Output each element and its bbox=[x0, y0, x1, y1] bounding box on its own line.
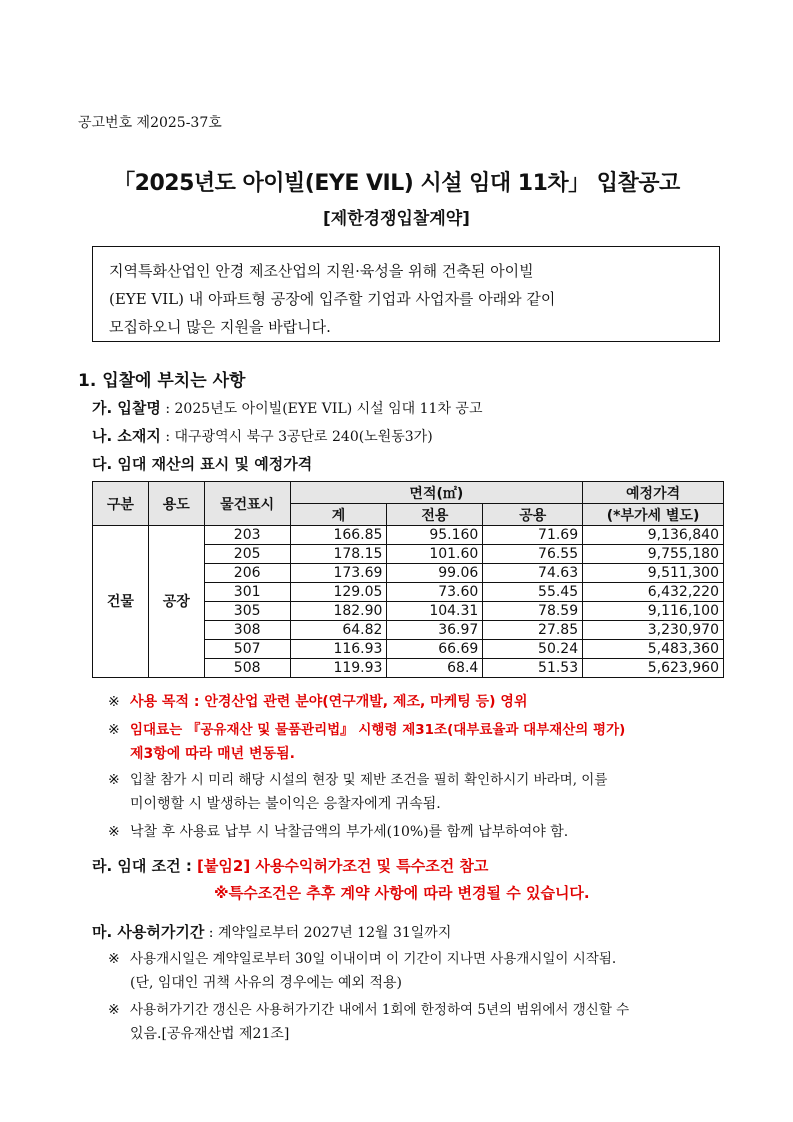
note-text: 있음.[공유재산법 제21조] bbox=[130, 1026, 290, 1042]
item-value: : 대구광역시 북구 3공단로 240(노원동3가) bbox=[160, 429, 433, 445]
item-label: 다. 임대 재산의 표시 및 예정가격 bbox=[92, 455, 313, 473]
item-property bbox=[92, 453, 312, 474]
cell-common: 50.24 bbox=[483, 640, 583, 659]
page-title: 「2025년도 아이빌(EYE VIL) 시설 임대 11차」 입찰공고 bbox=[113, 171, 680, 196]
cell-common: 51.53 bbox=[483, 659, 583, 678]
cell-no: 308 bbox=[204, 621, 290, 640]
item-location bbox=[92, 425, 433, 446]
item-value: [붙임2] 사용수익허가조건 및 특수조건 참고 bbox=[197, 857, 489, 875]
special-conditions-note: ※특수조건은 추후 계약 사항에 따라 변경될 수 있습니다. bbox=[214, 884, 590, 902]
note-start-date bbox=[108, 947, 748, 995]
cell-no: 507 bbox=[204, 640, 290, 659]
cell-common: 55.45 bbox=[483, 583, 583, 602]
cell-exclusive: 101.60 bbox=[387, 545, 483, 564]
cell-price: 9,116,100 bbox=[583, 602, 724, 621]
cell-common: 27.85 bbox=[483, 621, 583, 640]
intro-line: 모집하오니 많은 지원을 바랍니다. bbox=[109, 318, 331, 336]
note-text: 사용개시일은 계약일로부터 30일 이내이며 이 기간이 지나면 사용개시일이 시작됨. bbox=[130, 951, 617, 967]
cell-exclusive: 66.69 bbox=[387, 640, 483, 659]
item-label: 가. 입찰명 bbox=[92, 399, 161, 417]
cell-no: 508 bbox=[204, 659, 290, 678]
cell-total: 116.93 bbox=[290, 640, 387, 659]
note-text: 낙찰 후 사용료 납부 시 낙찰금액의 부가세(10%)를 함께 납부하여야 함. bbox=[130, 824, 569, 840]
note-mark: ※ bbox=[108, 722, 120, 738]
item-label: 나. 소재지 bbox=[92, 427, 161, 445]
note-mark: ※ bbox=[108, 951, 120, 967]
note-mark: ※ bbox=[108, 824, 120, 840]
cell-price: 9,511,300 bbox=[583, 564, 724, 583]
note-text: 입찰 참가 시 미리 해당 시설의 현장 및 제반 조건을 필히 확인하시기 바라며, 이를 bbox=[130, 772, 608, 788]
item-value: : 2025년도 아이빌(EYE VIL) 시설 임대 11차 공고 bbox=[160, 401, 483, 417]
cell-price: 3,230,970 bbox=[583, 621, 724, 640]
cell-no: 205 bbox=[204, 545, 290, 564]
item-bid-name bbox=[92, 397, 482, 418]
note-text: 사용 목적 : 안경산업 관련 분야(연구개발, 제조, 마케팅 등) 영위 bbox=[130, 694, 528, 710]
header-price-note: (*부가세 별도) bbox=[583, 504, 724, 526]
note-renewal bbox=[108, 998, 748, 1046]
intro-line: 지역특화산업인 안경 제조산업의 지원·육성을 위해 건축된 아이빌 bbox=[109, 262, 534, 280]
note-text: 제3항에 따라 매년 변동됨. bbox=[130, 746, 295, 762]
cell-exclusive: 36.97 bbox=[387, 621, 483, 640]
note-text: 사용허가기간 갱신은 사용허가기간 내에서 1회에 한정하여 5년의 범위에서 갱신할 수 bbox=[130, 1002, 630, 1018]
cell-no: 301 bbox=[204, 583, 290, 602]
item-label: 마. 사용허가기간 bbox=[92, 923, 205, 941]
intro-line: (EYE VIL) 내 아파트형 공장에 입주할 기업과 사업자를 아래와 같이 bbox=[109, 290, 556, 308]
cell-exclusive: 73.60 bbox=[387, 583, 483, 602]
cell-exclusive: 68.4 bbox=[387, 659, 483, 678]
note-mark: ※ bbox=[108, 1002, 120, 1018]
item-permit-period bbox=[92, 921, 451, 942]
item-label: 라. 임대 조건 : bbox=[92, 857, 198, 875]
header-usage: 용도 bbox=[148, 482, 204, 526]
cell-total: 166.85 bbox=[290, 526, 387, 545]
item-lease-conditions bbox=[92, 855, 488, 876]
cell-exclusive: 99.06 bbox=[387, 564, 483, 583]
cell-total: 178.15 bbox=[290, 545, 387, 564]
cell-total: 182.90 bbox=[290, 602, 387, 621]
intro-box bbox=[92, 246, 720, 342]
header-price: 예정가격 bbox=[583, 482, 724, 504]
note-text: 임대료는 『공유재산 및 물품관리법』 시행령 제31조(대부료율과 대부재산의 평가) bbox=[130, 722, 626, 738]
cell-total: 64.82 bbox=[290, 621, 387, 640]
note-mark: ※ bbox=[108, 772, 120, 788]
note-rent bbox=[108, 718, 748, 766]
section-heading: 1. 입찰에 부치는 사항 bbox=[78, 371, 246, 391]
header-item: 물건표시 bbox=[204, 482, 290, 526]
cell-price: 5,483,360 bbox=[583, 640, 724, 659]
cell-price: 5,623,960 bbox=[583, 659, 724, 678]
cell-total: 119.93 bbox=[290, 659, 387, 678]
header-exclusive: 전용 bbox=[387, 504, 483, 526]
cell-total: 129.05 bbox=[290, 583, 387, 602]
cell-common: 78.59 bbox=[483, 602, 583, 621]
cell-exclusive: 104.31 bbox=[387, 602, 483, 621]
cell-price: 9,755,180 bbox=[583, 545, 724, 564]
header-common: 공용 bbox=[483, 504, 583, 526]
notice-number: 공고번호 제2025-37호 bbox=[78, 115, 222, 131]
cell-no: 206 bbox=[204, 564, 290, 583]
cell-total: 173.69 bbox=[290, 564, 387, 583]
cell-usage: 공장 bbox=[148, 526, 204, 678]
property-table bbox=[92, 481, 724, 678]
cell-common: 71.69 bbox=[483, 526, 583, 545]
note-text: (단, 임대인 귀책 사유의 경우에는 예외 적용) bbox=[130, 975, 402, 991]
cell-price: 9,136,840 bbox=[583, 526, 724, 545]
note-purpose bbox=[108, 690, 748, 714]
cell-common: 76.55 bbox=[483, 545, 583, 564]
cell-no: 305 bbox=[204, 602, 290, 621]
table-row bbox=[93, 526, 724, 545]
header-gubun: 구분 bbox=[93, 482, 149, 526]
cell-no: 203 bbox=[204, 526, 290, 545]
cell-gubun: 건물 bbox=[93, 526, 149, 678]
note-text: 미이행할 시 발생하는 불이익은 응찰자에게 귀속됨. bbox=[130, 796, 441, 812]
cell-price: 6,432,220 bbox=[583, 583, 724, 602]
page-subtitle: [제한경쟁입찰계약] bbox=[323, 209, 470, 229]
note-mark: ※ bbox=[108, 694, 120, 710]
note-inspection bbox=[108, 768, 748, 816]
item-value: : 계약일로부터 2027년 12월 31일까지 bbox=[204, 925, 452, 941]
header-total: 계 bbox=[290, 504, 387, 526]
header-area: 면적(㎡) bbox=[290, 482, 583, 504]
cell-exclusive: 95.160 bbox=[387, 526, 483, 545]
cell-common: 74.63 bbox=[483, 564, 583, 583]
note-vat bbox=[108, 820, 748, 844]
